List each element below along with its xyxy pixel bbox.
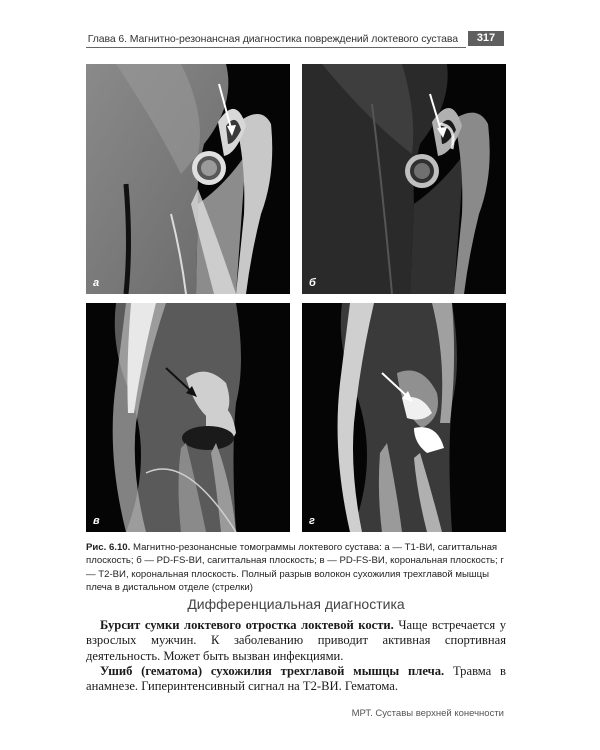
caption-text: Магнитно-резонансные томограммы локтевого сустава: а — Т1-ВИ, сагиттальная плоскость; б — PD-FS-ВИ, сагиттальная плоскость; в — PD-FS-ВИ, корональная плоскость; г — Т2-ВИ, корональная плоскость. Полный разрыв волокон сухожилия трехглавой мышцы плеча в дистальном отделе (стрелки)	[86, 542, 504, 593]
paragraph-bursitis-text: Чаще встречается у взрослых мужчин. К заболеванию приводит активная спортивная деятельность. Может быть вызван инфекциями.	[86, 618, 506, 663]
panel-label-b: б	[309, 277, 316, 289]
mri-panel-d	[302, 303, 506, 532]
mri-panel-c	[86, 303, 290, 532]
running-footer: МРТ. Суставы верхней конечности	[351, 708, 504, 719]
page-number: 317	[468, 31, 504, 46]
panel-label-a: а	[93, 277, 100, 289]
paragraph-contusion-text: Травма в анамнезе. Гиперинтенсивный сигнал на Т2-ВИ. Гематома.	[86, 663, 507, 694]
mri-image-a	[86, 64, 290, 294]
running-header	[86, 31, 504, 48]
figure-caption	[86, 541, 506, 594]
chapter-title: Глава 6. Магнитно-резонансная диагностика повреждений локтевого сустава	[87, 33, 458, 45]
paragraph-bursitis	[86, 618, 506, 664]
body-text	[86, 618, 506, 694]
mri-image-c	[86, 303, 290, 532]
mri-image-b	[302, 64, 506, 294]
section-title: Дифференциальная диагностика	[187, 596, 405, 612]
paragraph-contusion	[86, 664, 506, 695]
panel-label-c: в	[93, 515, 100, 527]
paragraph-bursitis-term: Бурсит сумки локтевого отростка локтевой кости.	[100, 618, 394, 632]
paragraph-contusion-term: Ушиб (гематома) сухожилия трехглавой мышцы плеча.	[100, 663, 445, 678]
caption-label: Рис. 6.10.	[86, 542, 131, 553]
panel-label-d: г	[309, 515, 315, 527]
mri-image-d	[302, 303, 506, 532]
header-rule	[86, 47, 466, 48]
mri-panel-a	[86, 64, 290, 294]
mri-panel-b	[302, 64, 506, 294]
